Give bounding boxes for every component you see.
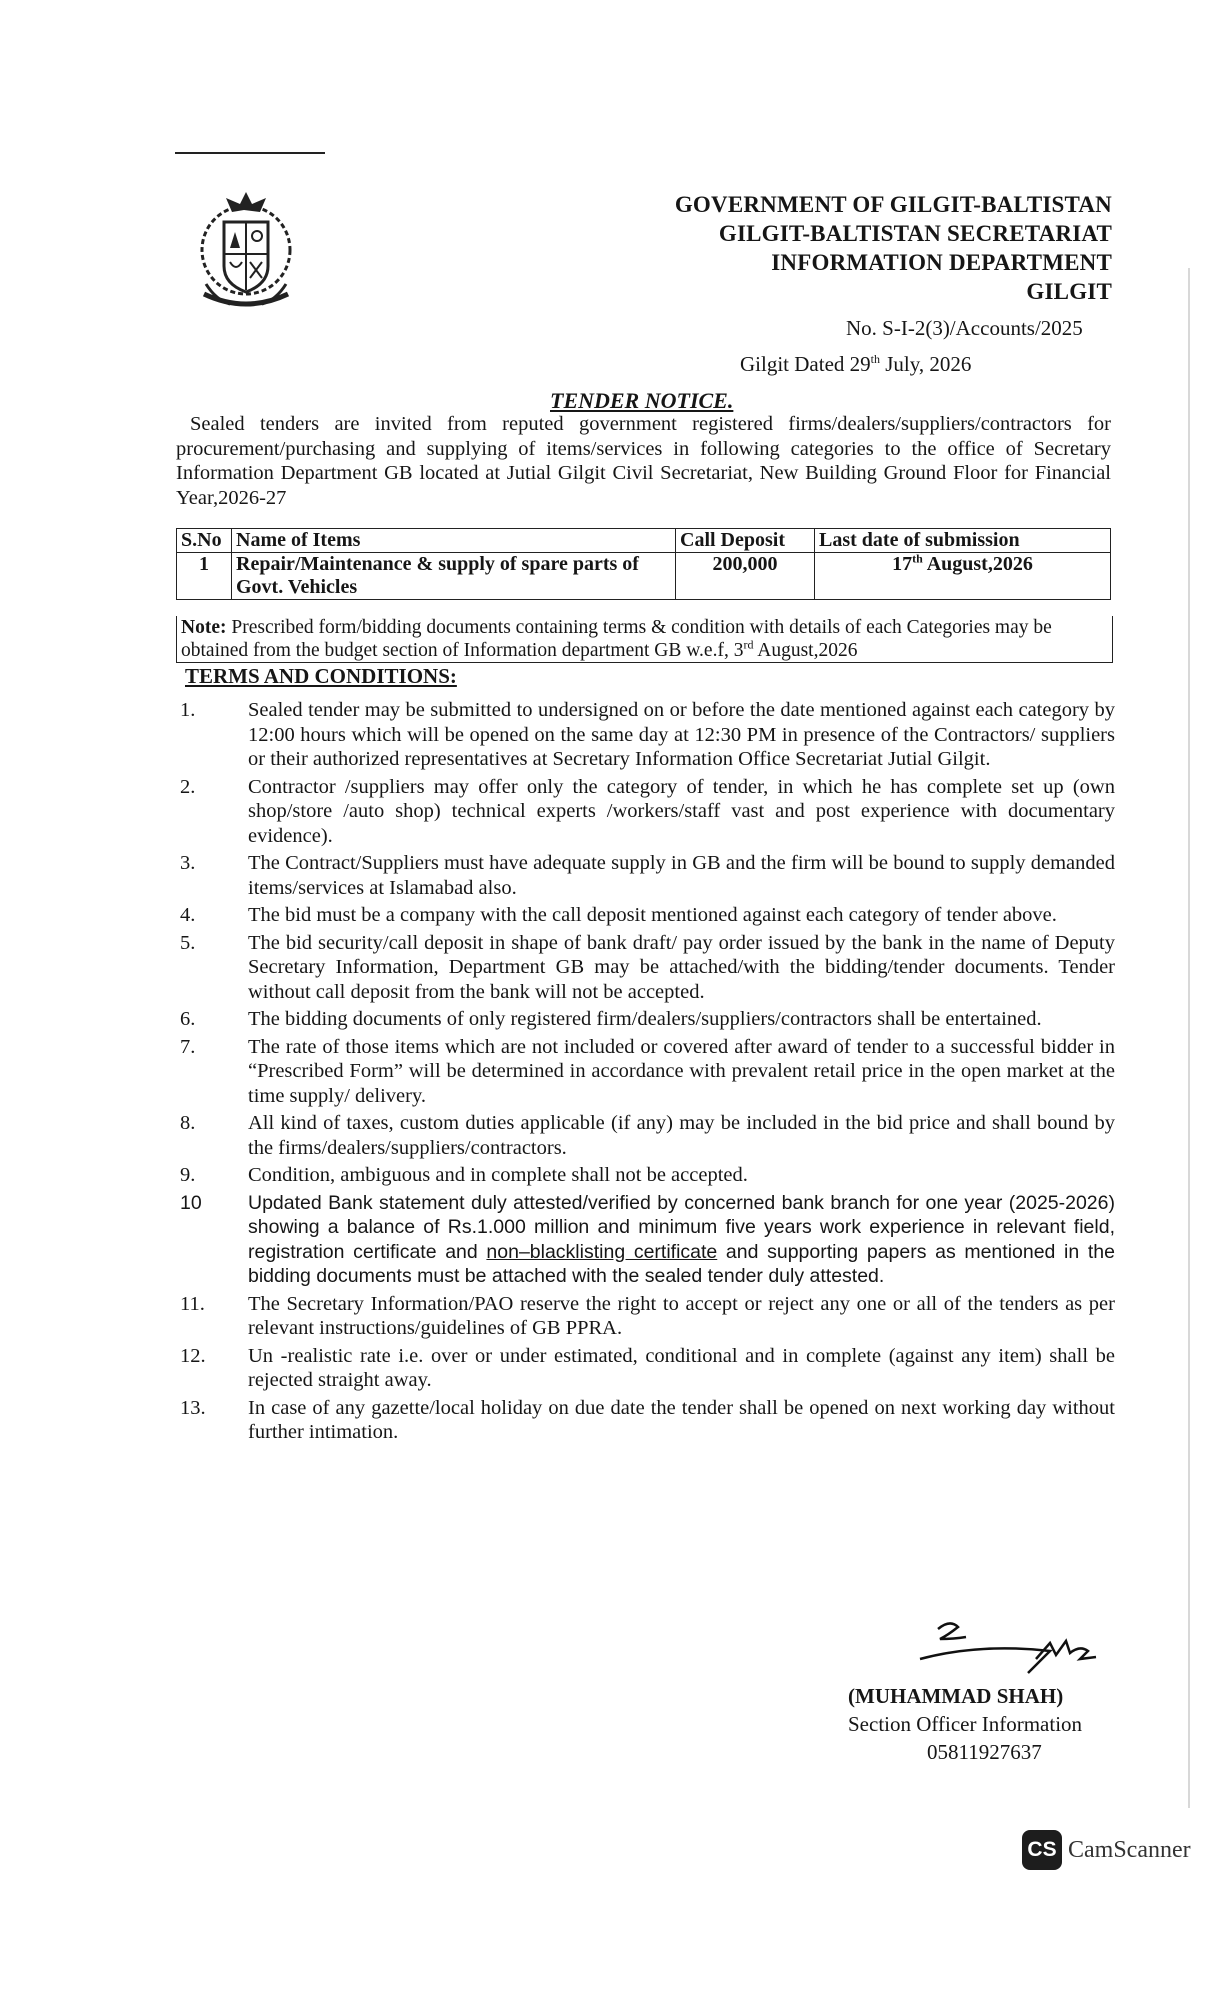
reference-number: No. S-I-2(3)/Accounts/2025	[846, 316, 1083, 340]
list-item: 7. The rate of those items which are not included or covered after award of tender to a successful bidder in “Prescribed Form” will be determined in accordance with prevalent retail price in the open market at the time supply/ delivery.	[180, 1035, 1115, 1107]
notice-date: Gilgit Dated 29th July, 2026	[740, 352, 972, 376]
cell-item: Repair/Maintenance & supply of spare parts of Govt. Vehicles	[232, 553, 676, 600]
cell-sno: 1	[177, 553, 232, 600]
list-item: 13. In case of any gazette/local holiday on due date the tender shall be opened on next working day without further intimation.	[180, 1396, 1115, 1443]
notice-title: TENDER NOTICE.	[550, 388, 734, 413]
table-note: Note: Prescribed form/bidding documents containing terms & condition with details of each Categories may be obtained from the budget section of Information department GB w.e.f, 3rd August,2026	[176, 616, 1113, 663]
table-row	[177, 553, 1111, 600]
list-item: 1. Sealed tender may be submitted to undersigned on or before the date mentioned against each category by 12:00 hours which will be opened on the same day at 12:30 PM in presence of the Contractors/ suppliers or their authorized representatives at Secretary Information Office Secretariat Jutial Gilgit.	[180, 699, 1115, 770]
signatory-designation: Section Officer Information	[848, 1712, 1083, 1736]
list-item: 5. The bid security/call deposit in shape of bank draft/ pay order issued by the bank in the name of Deputy Secretary Information, Department GB may be attached/with the bidding/tender documents. Tender without call deposit from the bank will not be accepted.	[180, 931, 1115, 1003]
handwritten-signature	[910, 1615, 1100, 1675]
terms-list	[180, 698, 1115, 1448]
col-header-deposit: Call Deposit	[676, 529, 815, 553]
header-department: INFORMATION DEPARTMENT	[771, 250, 1112, 275]
list-item: 8. All kind of taxes, custom duties applicable (if any) may be included in the bid price and shall bound by the firms/dealers/suppliers/contractors.	[180, 1112, 1115, 1159]
list-item: 12. Un -realistic rate i.e. over or under estimated, conditional and in complete (against any item) shall be rejected straight away.	[180, 1344, 1115, 1391]
col-header-sno: S.No	[177, 529, 232, 553]
gilgit-baltistan-emblem-icon	[186, 188, 306, 318]
camscanner-watermark	[1022, 1830, 1191, 1870]
list-item: 4. The bid must be a company with the call deposit mentioned against each category of tender above.	[180, 904, 1057, 926]
camscanner-logo-icon: CS	[1022, 1830, 1062, 1870]
table-header-row	[177, 529, 1111, 553]
top-rule	[175, 152, 325, 154]
header-city: GILGIT	[1026, 279, 1112, 304]
list-item: 9. Condition, ambiguous and in complete shall not be accepted.	[180, 1164, 748, 1186]
list-item: 2. Contractor /suppliers may offer only the category of tender, in which he has complete set up (own shop/store /auto shop) technical experts /workers/staff vast and post experience with documentary evidence).	[180, 775, 1115, 847]
scan-edge-shadow	[1188, 268, 1190, 1808]
list-item: 10 Updated Bank statement duly attested/verified by concerned bank branch for one year (2025-2026) showing a balance of Rs.1.000 million and minimum five years work experience in relevant field, registration certificate and non–blacklisting certificate and supporting papers as mentioned in the bidding documents must be attached with the sealed tender duly attested.	[180, 1191, 1115, 1287]
cell-last-date: 17th August,2026	[815, 553, 1111, 600]
terms-heading: TERMS AND CONDITIONS:	[185, 664, 457, 688]
signatory-phone: 05811927637	[927, 1740, 1042, 1764]
list-item: 6. The bidding documents of only registered firm/dealers/suppliers/contractors shall be entertained.	[180, 1008, 1042, 1030]
list-item: 11. The Secretary Information/PAO reserve the right to accept or reject any one or all of the tenders as per relevant instructions/guidelines of GB PPRA.	[180, 1292, 1115, 1339]
list-item: 3. The Contract/Suppliers must have adequate supply in GB and the firm will be bound to supply demanded items/services at Islamabad also.	[180, 852, 1115, 899]
col-header-last-date: Last date of submission	[815, 529, 1111, 553]
header-government: GOVERNMENT OF GILGIT-BALTISTAN	[674, 192, 1112, 217]
camscanner-label: CamScanner	[1068, 1836, 1191, 1863]
tender-items-table	[176, 528, 1111, 600]
intro-paragraph: Sealed tenders are invited from reputed government registered firms/dealers/suppliers/contractors for procurement/purchasing and supplying of items/services in following categories to the office of Secretary Information Department GB located at Jutial Gilgit Civil Secretariat, New Building Ground Floor for Financial Year,2026-27	[176, 413, 1111, 509]
signatory-name: (MUHAMMAD SHAH)	[848, 1684, 1064, 1708]
header-secretariat: GILGIT-BALTISTAN SECRETARIAT	[718, 221, 1112, 246]
col-header-items: Name of Items	[232, 529, 676, 553]
cell-deposit: 200,000	[676, 553, 815, 600]
